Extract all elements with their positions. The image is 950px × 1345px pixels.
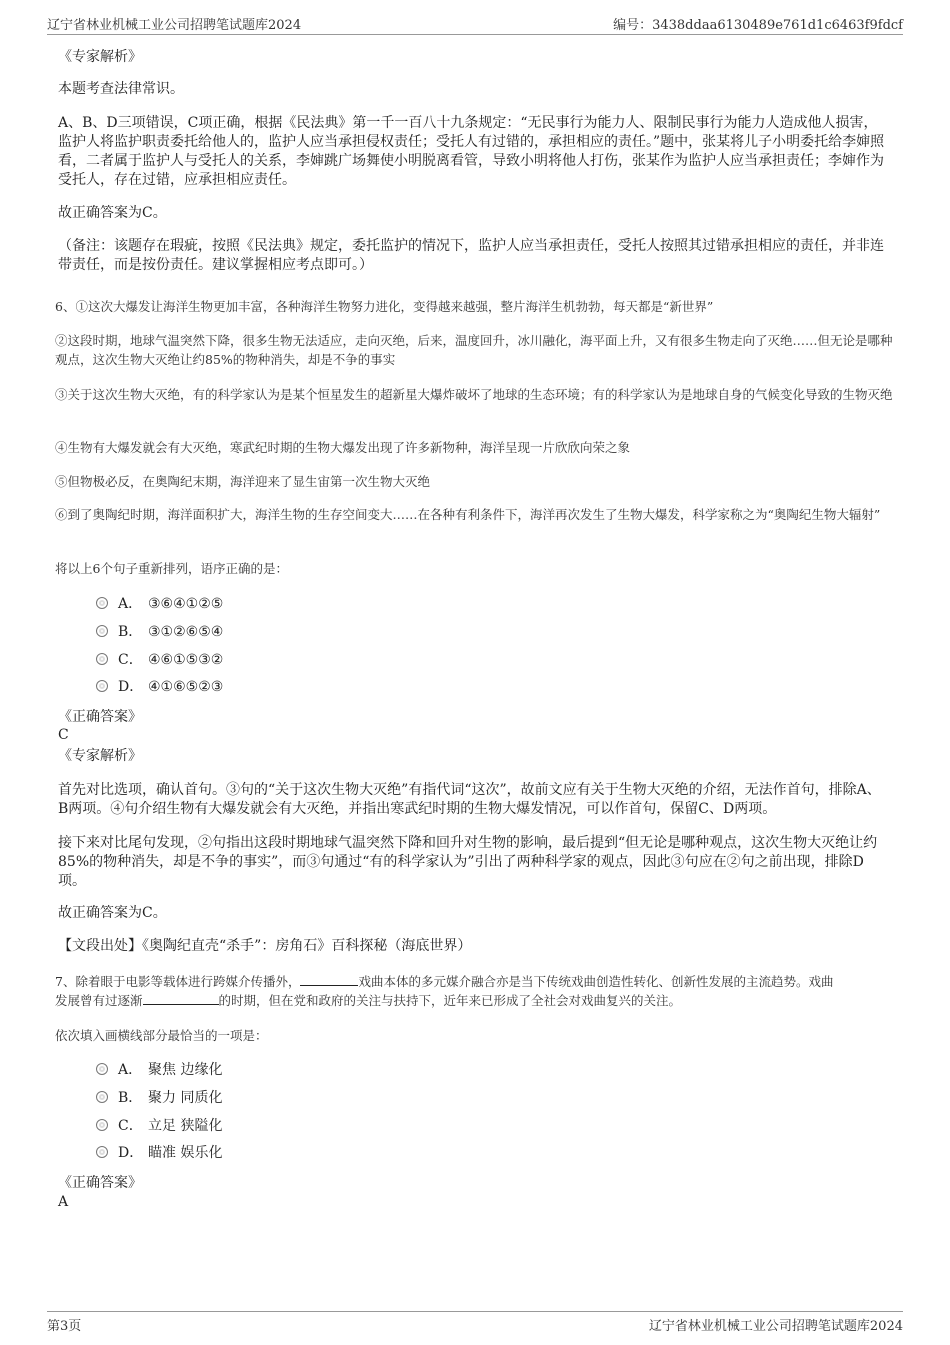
- radio-icon[interactable]: [96, 1091, 108, 1103]
- radio-icon[interactable]: [96, 653, 108, 665]
- q7-answer: A: [58, 1194, 69, 1210]
- q7-option-b[interactable]: B． 聚力 同质化: [96, 1088, 222, 1108]
- q6-answer-title: 《正确答案》: [58, 709, 142, 725]
- q6-option-c[interactable]: C． ④⑥①⑤③②: [96, 650, 223, 670]
- radio-icon[interactable]: [96, 1146, 108, 1158]
- page-footer: [47, 1311, 903, 1336]
- radio-icon[interactable]: [96, 625, 108, 637]
- q6-option-d[interactable]: D． ④①⑥⑤②③: [96, 677, 223, 697]
- radio-icon[interactable]: [96, 680, 108, 692]
- radio-icon[interactable]: [96, 597, 108, 609]
- q7-stem: 7、除着眼于电影等载体进行跨媒介传播外， 戏曲本体的多元媒介融合亦是当下传统戏曲创造性转化、创新性发展的主流趋势。戏曲 发展曾有过逐渐 的时期，但在党和政府的关注与扶持下，近年来已形成了全社会对戏曲复兴的关注。: [55, 974, 834, 1008]
- q5-topic: 本题考查法律常识。: [58, 81, 184, 97]
- q6-sentence-3: ③关于这次生物大灭绝，有的科学家认为是某个恒星发生的超新星大爆炸破坏了地球的生态环境；有的科学家认为是地球自身的气候变化导致的生物灭绝: [55, 387, 893, 402]
- q6-sentence-6: ⑥到了奥陶纪时期，海洋面积扩大，海洋生物的生存空间变大……在各种有利条件下，海洋再次发生了生物大爆发，科学家称之为“奥陶纪生物大辐射”: [55, 507, 881, 522]
- page-number: 第3页: [47, 1319, 82, 1334]
- q6-prompt: 将以上6个句子重新排列，语序正确的是：: [55, 561, 288, 576]
- q7-prompt: 依次填入画横线部分最恰当的一项是：: [55, 1028, 268, 1043]
- q5-explanation: A、B、D三项错误，C项正确，根据《民法典》第一千一百八十九条规定：“无民事行为能力人、限制民事行为能力人造成他人损害，监护人将监护职责委托给他人的，监护人应当承担侵权责任；受托人有过错的，承担相应的责任。”题中，张某将儿子小明委托给李婶照看，二者属于监护人与受托人的关系，李婶跳广场舞使小明脱离看管，导致小明将他人打伤，张某作为监护人应当承担责任；李婶作为受托人，存在过错，应承担相应责任。: [58, 115, 885, 188]
- q5-note: （备注：该题存在瑕疵，按照《民法典》规定，委托监护的情况下，监护人应当承担责任，受托人按照其过错承担相应的责任，并非连带责任，而是按份责任。建议掌握相应考点即可。）: [58, 238, 884, 273]
- page-header: [47, 12, 903, 35]
- q7-option-c[interactable]: C． 立足 狭隘化: [96, 1116, 222, 1136]
- q6-analysis-title: 《专家解析》: [58, 748, 142, 764]
- q7-answer-title: 《正确答案》: [58, 1175, 142, 1191]
- radio-icon[interactable]: [96, 1119, 108, 1131]
- q6-sentence-1: 6、①这次大爆发让海洋生物更加丰富，各种海洋生物努力进化，变得越来越强，整片海洋生机勃勃，每天都是“新世界”: [55, 299, 714, 314]
- q7-option-d[interactable]: D． 瞄准 娱乐化: [96, 1143, 222, 1163]
- q6-source: 【文段出处】《奥陶纪直壳“杀手”：房角石》百科探秘（海底世界）: [58, 938, 472, 954]
- q6-sentence-5: ⑤但物极必反，在奥陶纪末期，海洋迎来了显生宙第一次生物大灭绝: [55, 474, 431, 489]
- q6-sentence-2: ②这段时期，地球气温突然下降，很多生物无法适应，走向灭绝，后来，温度回升，冰川融化，海平面上升，又有很多生物走向了灭绝……但无论是哪种观点，这次生物大灭绝让约85%的物种消失，却是不争的事实: [55, 333, 893, 367]
- radio-icon[interactable]: [96, 1063, 108, 1075]
- q6-analysis-p2: 接下来对比尾句发现，②句指出这段时期地球气温突然下降和回升对生物的影响，最后提到“但无论是哪种观点，这次生物大灭绝让约85%的物种消失，却是不争的事实”，而③句通过“有的科学家认为”引出了两种科学家的观点，因此③句应在②句之前出现，排除D项。: [58, 835, 878, 889]
- q6-option-b[interactable]: B． ③①②⑥⑤④: [96, 622, 223, 642]
- header-doc-id: 编号：3438ddaa6130489e761d1c6463f9fdcf: [613, 18, 903, 33]
- footer-title: 辽宁省林业机械工业公司招聘笔试题库2024: [648, 1319, 903, 1334]
- q5-conclusion: 故正确答案为C。: [58, 205, 167, 221]
- q6-analysis-p1: 首先对比选项，确认首句。③句的“关于这次生物大灭绝”有指代词“这次”，故前文应有关于生物大灭绝的介绍，无法作首句，排除A、B两项。④句介绍生物有大爆发就会有大灭绝，并指出寒武纪时期的生物大爆发情况，可以作首句，保留C、D两项。: [58, 782, 881, 817]
- q5-analysis-title: 《专家解析》: [58, 49, 142, 65]
- q6-sentence-4: ④生物有大爆发就会有大灭绝，寒武纪时期的生物大爆发出现了许多新物种，海洋呈现一片欣欣向荣之象: [55, 440, 631, 455]
- blank-2: [143, 991, 219, 1005]
- q6-option-a[interactable]: A． ③⑥④①②⑤: [96, 594, 223, 614]
- q6-conclusion: 故正确答案为C。: [58, 905, 167, 921]
- q6-answer: C: [58, 727, 69, 743]
- header-title: 辽宁省林业机械工业公司招聘笔试题库2024: [47, 18, 302, 33]
- q7-option-a[interactable]: A． 聚焦 边缘化: [96, 1060, 222, 1080]
- blank-1: [300, 972, 358, 986]
